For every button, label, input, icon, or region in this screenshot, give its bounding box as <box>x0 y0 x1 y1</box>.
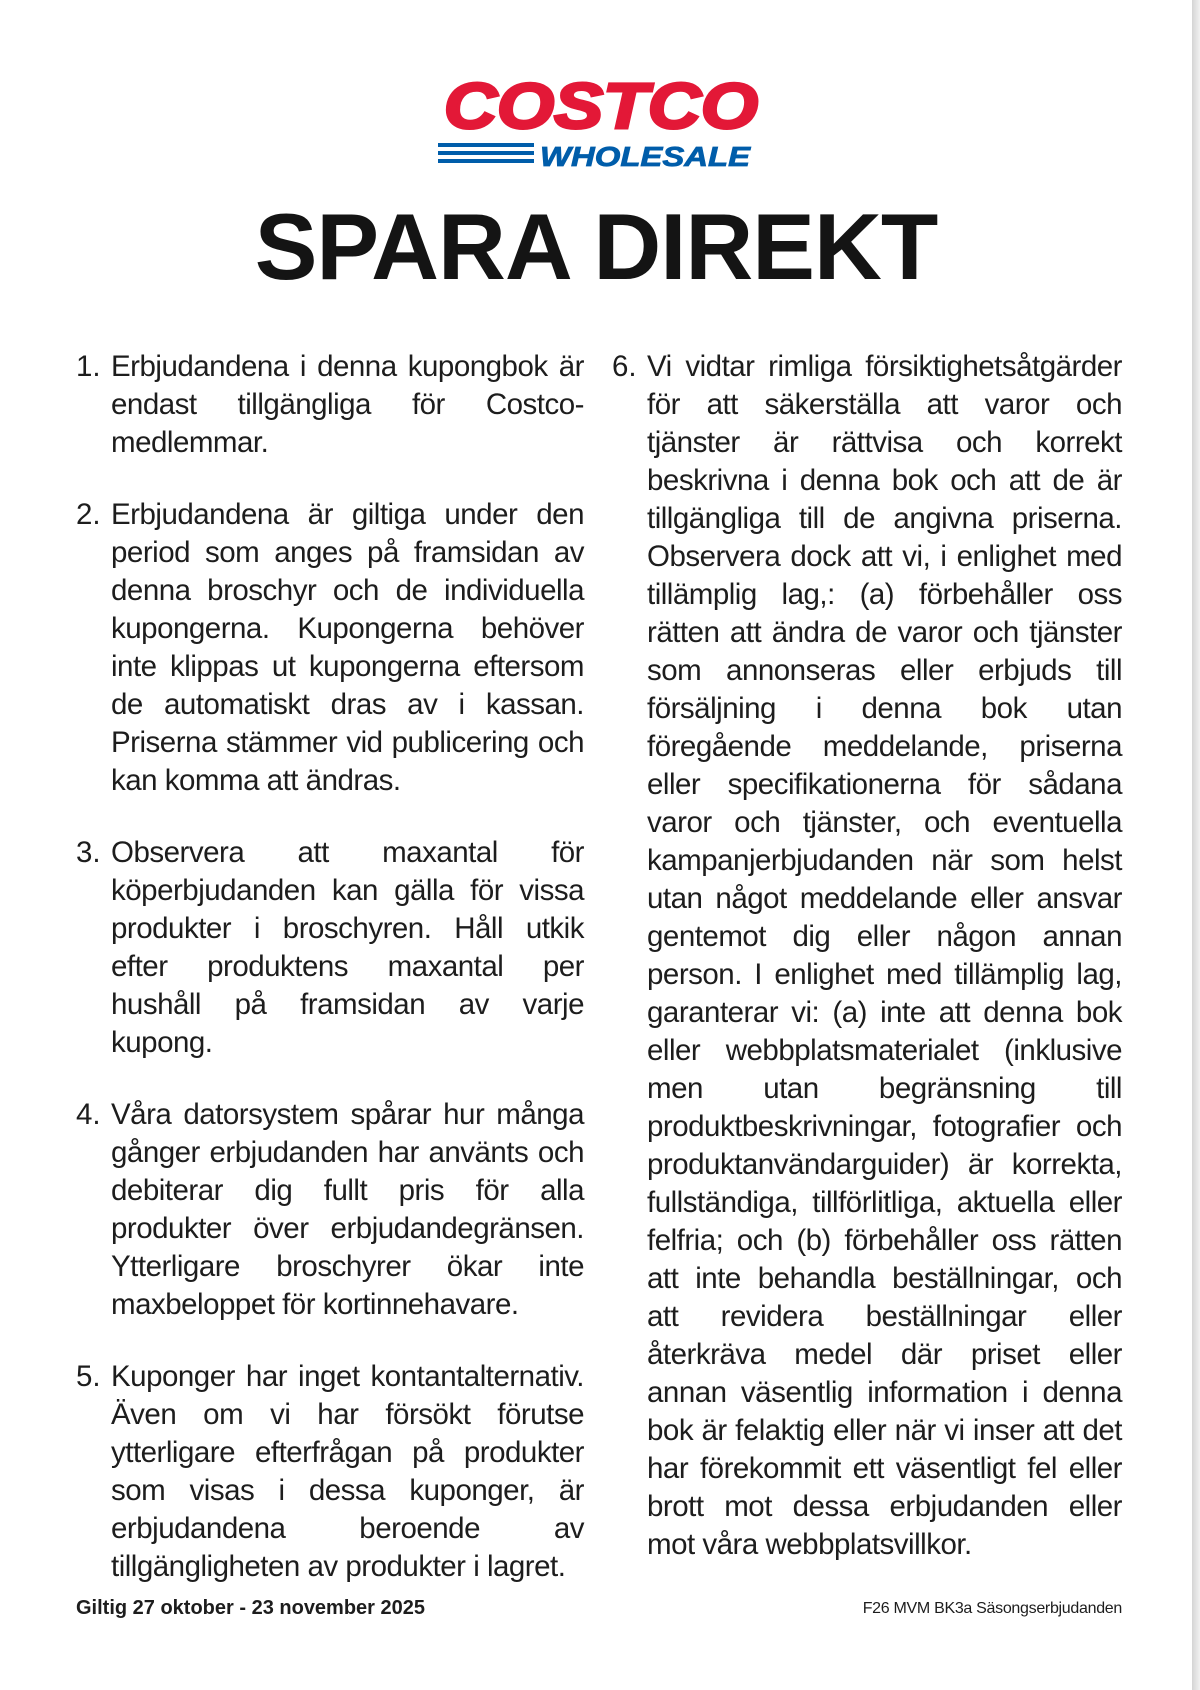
term-number: 6. <box>612 350 637 383</box>
term-text: Vi vidtar rimliga försiktighetsåtgärder för att säkerställa att varor och tjänster är rättvisa och korrekt beskrivna i denna bok och att de är tillgängliga till de angivna priserna. Observera dock att vi, i enlighet med tillämplig lag,: (a) förbehåller oss rätten att ändra de varor och tjänster som annonseras eller erbjuds till försäljning i denna bok utan föregående meddelande, priserna eller specifikationerna för sådana varor och tjänster, och eventuella kampanjerbjudanden när som helst utan något meddelande eller ansvar gentemot dig eller någon annan person. I enlighet med tillämplig lag, garanterar vi: (a) inte att denna bok eller webbplatsmaterialet (inklusive men utan begränsning till produktbeskrivningar, fotografier och produktanvändarguider) är korrekta, fullständiga, tillförlitliga, aktuella eller felfria; och (b) förbehåller oss rätten att inte behandla beställningar, och att revidera beställningar eller återkräva medel där priset eller annan väsentlig information i denna bok är felaktig eller när vi inser att det har förekommit ett väsentligt fel eller brott mot dessa erbjudanden eller mot våra webbplatsvillkor. <box>647 350 1122 1561</box>
term-item <box>76 1358 584 1586</box>
term-item <box>612 348 1122 1564</box>
terms-column-right <box>612 348 1122 1598</box>
logo-wordmark-wholesale: WHOLESALE <box>540 141 752 172</box>
term-text: Kuponger har inget kontantalternativ. Även om vi har försökt förutse ytterligare efterfrågan på produkter som visas i dessa kuponger, är erbjudandena beroende av tillgängligheten av produkter i lagret. <box>111 1360 584 1583</box>
booklet-code: F26 MVM BK3a Säsongserbjudanden <box>862 1600 1122 1617</box>
term-item <box>76 348 584 462</box>
validity-period: Giltig 27 oktober - 23 november 2025 <box>76 1597 426 1619</box>
logo-stripe-1 <box>438 143 534 147</box>
terms-column-left <box>76 348 584 1620</box>
term-text: Erbjudandena är giltiga under den period som anges på framsidan av denna broschyr och de individuella kupongerna. Kupongerna behöver inte klippas ut kupongerna eftersom de automatiskt dras av i kassan. Priserna stämmer vid publicering och kan komma att ändras. <box>111 498 584 797</box>
term-item <box>76 834 584 1062</box>
costco-wholesale-logo <box>436 76 766 172</box>
term-text: Våra datorsystem spårar hur många gånger erbjudanden har använts och debiterar dig fullt pris för alla produkter över erbjudandegränsen. Ytterligare broschyrer ökar inte maxbeloppet för kortinnehavare. <box>111 1098 584 1321</box>
term-number: 2. <box>76 498 101 531</box>
logo-stripe-2 <box>438 151 534 155</box>
logo-stripe-3 <box>438 159 534 163</box>
term-number: 5. <box>76 1360 101 1393</box>
page-edge-shadow <box>1192 0 1200 1690</box>
logo-wordmark-costco: COSTCO <box>444 76 758 142</box>
term-text: Erbjudandena i denna kupongbok är endast tillgängliga för Costco-medlemmar. <box>111 350 584 459</box>
term-number: 3. <box>76 836 101 869</box>
term-item <box>76 496 584 800</box>
term-item <box>76 1096 584 1324</box>
page-title: SPARA DIREKT <box>254 194 938 299</box>
term-text: Observera att maxantal för köperbjudanden kan gälla för vissa produkter i broschyren. Håll utkik efter produktens maxantal per hushåll på framsidan av varje kupong. <box>111 836 584 1059</box>
costco-logo-graphic <box>436 76 766 172</box>
term-number: 1. <box>76 350 101 383</box>
term-number: 4. <box>76 1098 101 1131</box>
